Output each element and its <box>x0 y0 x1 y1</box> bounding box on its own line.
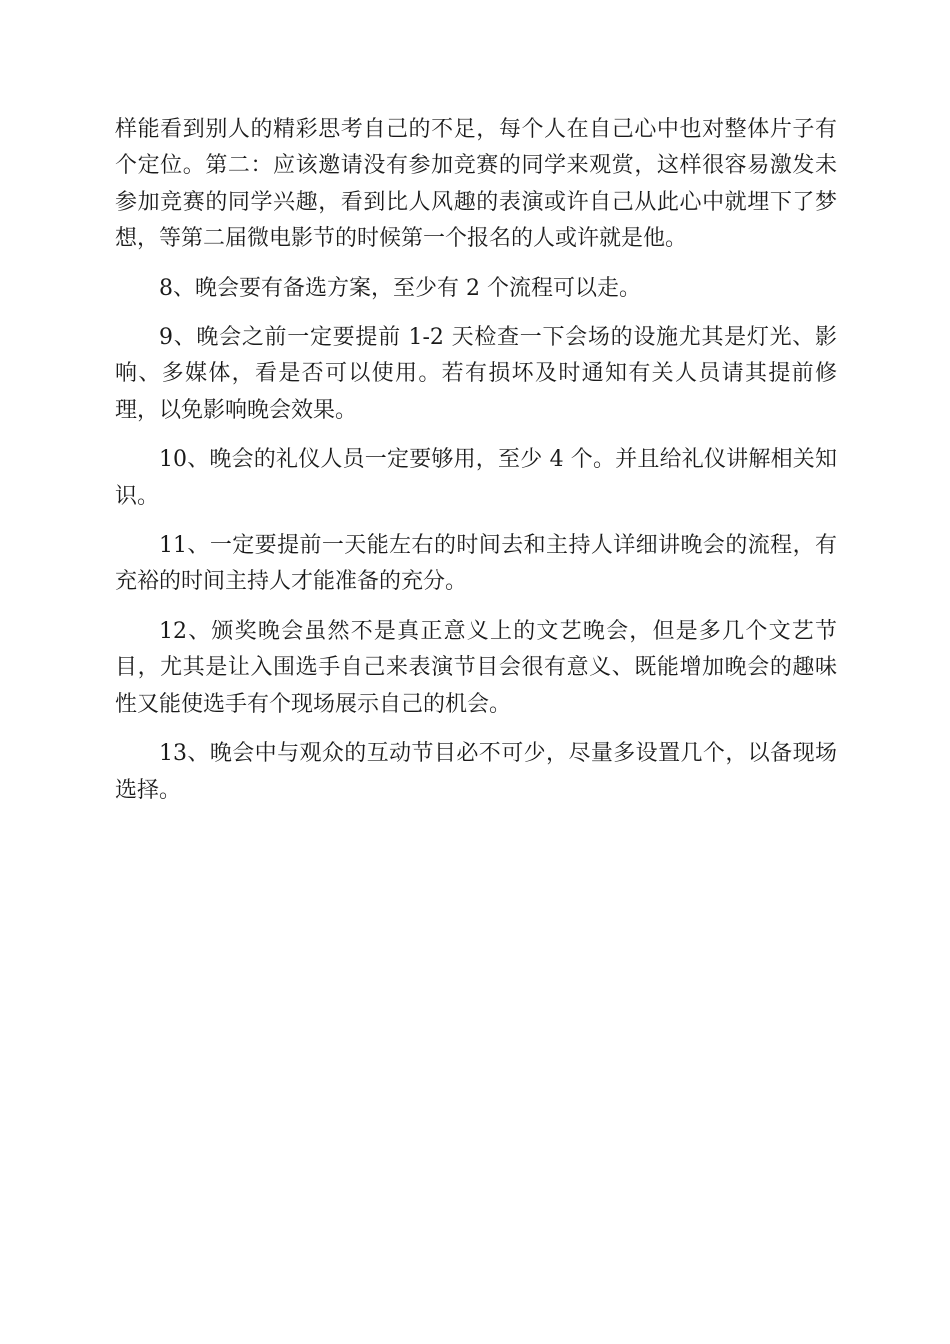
document-body <box>115 112 837 822</box>
paragraph-item-10: 10、晚会的礼仪人员一定要够用，至少 4 个。并且给礼仪讲解相关知识。 <box>115 447 837 509</box>
paragraph-item-9: 9、晚会之前一定要提前 1-2 天检查一下会场的设施尤其是灯光、影响、多媒体，看是否可以使用。若有损坏及时通知有关人员请其提前修理，以免影响晚会效果。 <box>115 325 837 423</box>
paragraph-item-11: 11、一定要提前一天能左右的时间去和主持人详细讲晚会的流程，有充裕的时间主持人才能准备的充分。 <box>115 533 837 595</box>
paragraph-continuation: 样能看到别人的精彩思考自己的不足，每个人在自己心中也对整体片子有个定位。第二：应该邀请没有参加竞赛的同学来观赏，这样很容易激发未参加竞赛的同学兴趣，看到比人风趣的表演或许自己从此心中就埋下了梦想，等第二届微电影节的时候第一个报名的人或许就是他。 <box>115 117 837 252</box>
paragraph-item-13: 13、晚会中与观众的互动节目必不可少，尽量多设置几个，以备现场选择。 <box>115 741 837 803</box>
paragraph-item-12: 12、颁奖晚会虽然不是真正意义上的文艺晚会，但是多几个文艺节目，尤其是让入围选手自己来表演节目会很有意义、既能增加晚会的趣味性又能使选手有个现场展示自己的机会。 <box>115 618 837 717</box>
paragraph-item-8: 8、晚会要有备选方案，至少有 2 个流程可以走。 <box>159 275 641 301</box>
